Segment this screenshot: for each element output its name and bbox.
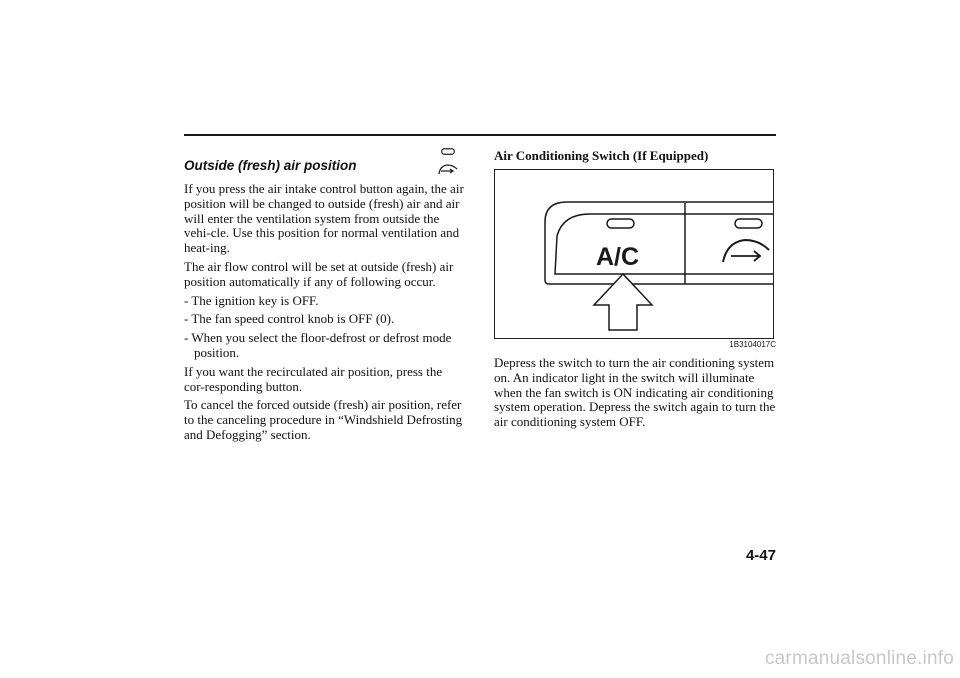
ac-button-label: A/C (596, 243, 640, 271)
ac-switch-figure (494, 169, 774, 339)
figure-code: 1B3104017C (729, 340, 776, 349)
indicator-light-icon (735, 219, 762, 228)
section-heading: Air Conditioning Switch (If Equipped) (494, 148, 709, 163)
indicator-light-icon (441, 148, 455, 156)
watermark: carmanualsonline.info (764, 648, 954, 669)
paragraph: If you press the air intake control button again, the air position will be changed to outside (fresh) air and air will enter the ventilation system from outside the vehi-cle. Use this position for normal ventilation and heat-ing. (184, 181, 464, 256)
right-column (494, 148, 776, 434)
paragraph: Depress the switch to turn the air conditioning system on. An indicator light in the switch will illuminate when the fan switch is ON indicating air conditioning system operation. Depress the switch again to turn the air conditioning system OFF. (494, 355, 776, 430)
paragraph: The air flow control will be set at outside (fresh) air position automatically if any of following occur. (184, 258, 454, 289)
page-number: 4-47 (745, 547, 776, 564)
left-column (184, 158, 464, 447)
paragraph: To cancel the forced outside (fresh) air position, refer to the canceling procedure in “Windshield Defrosting and Defogging” section. (184, 397, 463, 442)
list-item: - When you select the floor-defrost or defrost mode position. (184, 330, 452, 360)
indicator-light-icon (607, 219, 634, 228)
ac-switch-illustration (495, 170, 774, 339)
header-rule (184, 134, 776, 136)
list-item: - The fan speed control knob is OFF (0). (184, 311, 395, 327)
list-item: - The ignition key is OFF. (184, 292, 319, 308)
section-heading: Outside (fresh) air position (184, 158, 357, 173)
paragraph: If you want the recirculated air position, press the cor-responding button. (184, 363, 443, 394)
up-arrow-icon (594, 274, 652, 330)
fresh-air-icon (723, 240, 769, 262)
